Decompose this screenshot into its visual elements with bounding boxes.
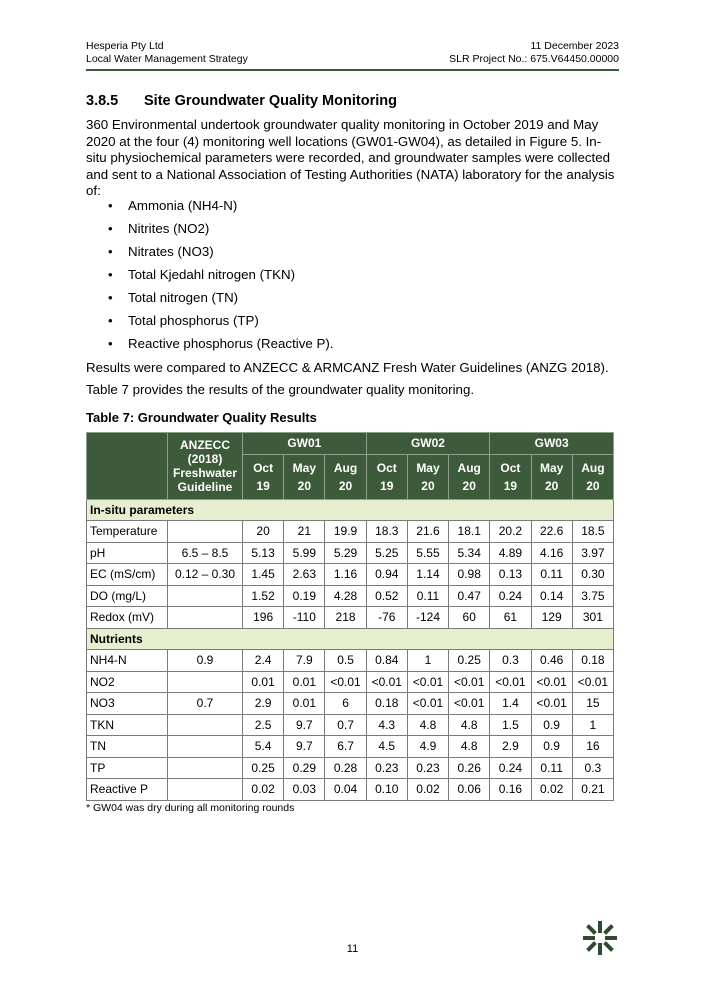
period-year: 19 [503,478,518,493]
parameter-cell: DO (mg/L) [87,585,168,607]
value-cell: 1.45 [243,564,284,586]
section-title: In-situ parameters [87,499,614,521]
value-cell: 0.29 [284,757,325,779]
value-cell: 16 [572,736,613,758]
list-item-text: Reactive phosphorus (Reactive P). [128,336,334,351]
table-row [87,671,614,693]
value-cell: 0.01 [284,671,325,693]
parameter-cell: NH4-N [87,650,168,672]
value-cell: <0.01 [490,671,531,693]
value-cell: 21 [284,521,325,543]
company-name: Hesperia Pty Ltd [86,40,164,52]
value-cell: 1.4 [490,693,531,715]
list-item [86,266,333,289]
value-cell: 0.9 [531,736,572,758]
value-cell: <0.01 [531,671,572,693]
value-cell: 4.5 [366,736,407,758]
value-cell: 0.5 [325,650,366,672]
value-cell: 1 [572,714,613,736]
value-cell: 61 [490,607,531,629]
value-cell: 129 [531,607,572,629]
value-cell: 0.30 [572,564,613,586]
value-cell: 3.75 [572,585,613,607]
value-cell: 5.29 [325,542,366,564]
parameter-cell: pH [87,542,168,564]
table-row [87,650,614,672]
parameter-cell: TN [87,736,168,758]
value-cell: <0.01 [407,671,448,693]
value-cell: 22.6 [531,521,572,543]
value-cell: 0.94 [366,564,407,586]
value-cell: 19.9 [325,521,366,543]
value-cell: 0.46 [531,650,572,672]
value-cell: 0.23 [407,757,448,779]
bullet-icon: • [108,267,113,282]
section-number: 3.8.5 [86,93,119,109]
parameter-cell: Redox (mV) [87,607,168,629]
value-cell: 6 [325,693,366,715]
guideline-paragraph: Results were compared to ANZECC & ARMCANZ Fresh Water Guidelines (ANZG 2018). [86,360,609,375]
value-cell: 0.19 [284,585,325,607]
header-rule [86,69,619,71]
period-header [325,454,366,499]
value-cell: 2.4 [243,650,284,672]
value-cell: 2.63 [284,564,325,586]
guideline-cell [168,607,243,629]
list-item [86,312,333,335]
table-caption: Table 7: Groundwater Quality Results [86,410,317,425]
value-cell: 6.7 [325,736,366,758]
value-cell: 60 [449,607,490,629]
value-cell: 0.24 [490,757,531,779]
value-cell: 5.34 [449,542,490,564]
value-cell: 5.25 [366,542,407,564]
period-month: Aug [333,460,358,475]
bullet-icon: • [108,221,113,236]
value-cell: 0.01 [243,671,284,693]
value-cell: 0.28 [325,757,366,779]
period-header [531,454,572,499]
value-cell: 0.47 [449,585,490,607]
value-cell: 0.02 [243,779,284,801]
project-number: SLR Project No.: 675.V64450.00000 [449,53,619,65]
section-heading [86,93,397,109]
value-cell: 2.5 [243,714,284,736]
value-cell: <0.01 [366,671,407,693]
table-intro-paragraph: Table 7 provides the results of the groundwater quality monitoring. [86,382,475,397]
table-footnote: * GW04 was dry during all monitoring rounds [86,802,295,814]
well-header: GW02 [366,433,490,455]
header-blank-cell [87,433,168,500]
list-item [86,243,333,266]
value-cell: 0.26 [449,757,490,779]
list-item [86,289,333,312]
parameter-cell: TP [87,757,168,779]
analyte-list [86,197,333,358]
table-row [87,521,614,543]
period-year: 20 [297,478,311,493]
value-cell: 301 [572,607,613,629]
value-cell: 4.8 [407,714,448,736]
value-cell: 0.11 [531,757,572,779]
value-cell: <0.01 [325,671,366,693]
list-item [86,335,333,358]
value-cell: 2.9 [490,736,531,758]
value-cell: 0.10 [366,779,407,801]
intro-paragraph: 360 Environmental undertook groundwater quality monitoring in October 2019 and May 2020 at the four (4) monitoring well locations (GW01-GW04), as detailed in Figure 5. In-situ physiochemical parameters were recorded, and groundwater samples were collected and sent to a National Association of Testing Authorities (NATA) laboratory for the analysis of: [86,117,615,199]
table-row [87,779,614,801]
value-cell: 0.16 [490,779,531,801]
period-header [449,454,490,499]
section-row [87,499,614,521]
period-month: Oct [500,460,521,475]
value-cell: <0.01 [449,693,490,715]
period-year: 20 [338,478,353,493]
table-row [87,714,614,736]
guideline-cell [168,714,243,736]
groundwater-results-table [86,432,614,801]
bullet-icon: • [108,313,113,328]
period-header [243,454,284,499]
section-title: Nutrients [87,628,614,650]
value-cell: 196 [243,607,284,629]
period-month: Oct [376,460,397,475]
bullet-icon: • [108,198,113,213]
guideline-cell [168,671,243,693]
parameter-cell: Temperature [87,521,168,543]
value-cell: 18.3 [366,521,407,543]
period-header [366,454,407,499]
value-cell: 0.01 [284,693,325,715]
value-cell: 5.99 [284,542,325,564]
value-cell: 5.4 [243,736,284,758]
value-cell: -110 [284,607,325,629]
table-row [87,607,614,629]
table-row [87,693,614,715]
section-title: Site Groundwater Quality Monitoring [144,93,397,109]
period-month: May [539,460,564,475]
value-cell: 1.16 [325,564,366,586]
value-cell: 18.1 [449,521,490,543]
value-cell: 0.3 [490,650,531,672]
value-cell: 4.8 [449,714,490,736]
guideline-cell [168,736,243,758]
list-item-text: Nitrates (NO3) [128,244,214,259]
bullet-icon: • [108,290,113,305]
value-cell: <0.01 [572,671,613,693]
bullet-icon: • [108,336,113,351]
value-cell: 20.2 [490,521,531,543]
value-cell: 0.18 [572,650,613,672]
list-item-text: Total Kjedahl nitrogen (TKN) [128,267,296,282]
header-row-wells [87,433,614,455]
value-cell: 4.89 [490,542,531,564]
period-header [407,454,448,499]
table-row [87,585,614,607]
guideline-cell [168,521,243,543]
document-title: Local Water Management Strategy [86,53,248,65]
value-cell: 0.23 [366,757,407,779]
period-header [490,454,531,499]
value-cell: 0.13 [490,564,531,586]
list-item [86,197,333,220]
value-cell: 1.14 [407,564,448,586]
value-cell: 9.7 [284,736,325,758]
guideline-cell: 0.12 – 0.30 [168,564,243,586]
value-cell: 0.24 [490,585,531,607]
value-cell: 0.02 [407,779,448,801]
guideline-cell [168,757,243,779]
value-cell: 0.3 [572,757,613,779]
list-item-text: Nitrites (NO2) [128,221,210,236]
period-month: Oct [253,460,274,475]
parameter-cell: EC (mS/cm) [87,564,168,586]
table-row [87,757,614,779]
value-cell: 0.25 [243,757,284,779]
parameter-cell: Reactive P [87,779,168,801]
value-cell: 0.84 [366,650,407,672]
page-number: 11 [346,943,359,955]
parameter-cell: TKN [87,714,168,736]
period-year: 19 [380,478,394,493]
parameter-cell: NO3 [87,693,168,715]
value-cell: 3.97 [572,542,613,564]
period-year: 20 [586,478,600,493]
value-cell: 0.98 [449,564,490,586]
list-item-text: Ammonia (NH4-N) [128,198,238,213]
value-cell: 21.6 [407,521,448,543]
value-cell: 0.11 [407,585,448,607]
value-cell: 0.02 [531,779,572,801]
value-cell: 7.9 [284,650,325,672]
value-cell: <0.01 [407,693,448,715]
value-cell: 4.3 [366,714,407,736]
guideline-cell: 0.9 [168,650,243,672]
period-year: 20 [462,478,476,493]
value-cell: 1 [407,650,448,672]
table-row [87,564,614,586]
period-year: 20 [421,478,435,493]
value-cell: 0.7 [325,714,366,736]
list-item-text: Total phosphorus (TP) [128,313,259,328]
value-cell: 0.03 [284,779,325,801]
parameter-cell: NO2 [87,671,168,693]
value-cell: 0.25 [449,650,490,672]
value-cell: -76 [366,607,407,629]
value-cell: 0.52 [366,585,407,607]
value-cell: 0.14 [531,585,572,607]
value-cell: 4.28 [325,585,366,607]
value-cell: 1.5 [490,714,531,736]
period-year: 20 [544,478,559,493]
guideline-cell [168,585,243,607]
value-cell: 0.06 [449,779,490,801]
bullet-icon: • [108,244,113,259]
value-cell: 4.9 [407,736,448,758]
value-cell: 2.9 [243,693,284,715]
slr-logo-icon [582,920,618,956]
list-item [86,220,333,243]
guideline-header: ANZECC (2018) Freshwater Guideline [168,433,243,500]
well-header: GW01 [243,433,367,455]
table-row [87,736,614,758]
value-cell: 15 [572,693,613,715]
value-cell: 18.5 [572,521,613,543]
well-header: GW03 [490,433,614,455]
value-cell: 9.7 [284,714,325,736]
value-cell: <0.01 [449,671,490,693]
value-cell: 5.55 [407,542,448,564]
value-cell: 20 [243,521,284,543]
value-cell: 0.11 [531,564,572,586]
table-row [87,542,614,564]
period-year: 19 [256,478,270,493]
guideline-cell: 6.5 – 8.5 [168,542,243,564]
value-cell: 218 [325,607,366,629]
value-cell: 5.13 [243,542,284,564]
value-cell: 0.9 [531,714,572,736]
guideline-cell: 0.7 [168,693,243,715]
period-month: May [416,460,440,475]
section-row [87,628,614,650]
document-date: 11 December 2023 [530,40,619,52]
value-cell: 0.21 [572,779,613,801]
value-cell: 4.16 [531,542,572,564]
period-header [572,454,613,499]
list-item-text: Total nitrogen (TN) [128,290,239,305]
period-header [284,454,325,499]
period-month: Aug [457,460,481,475]
value-cell: -124 [407,607,448,629]
value-cell: 1.52 [243,585,284,607]
value-cell: <0.01 [531,693,572,715]
period-month: Aug [581,460,605,475]
period-month: May [292,460,316,475]
guideline-cell [168,779,243,801]
value-cell: 4.8 [449,736,490,758]
value-cell: 0.04 [325,779,366,801]
value-cell: 0.18 [366,693,407,715]
